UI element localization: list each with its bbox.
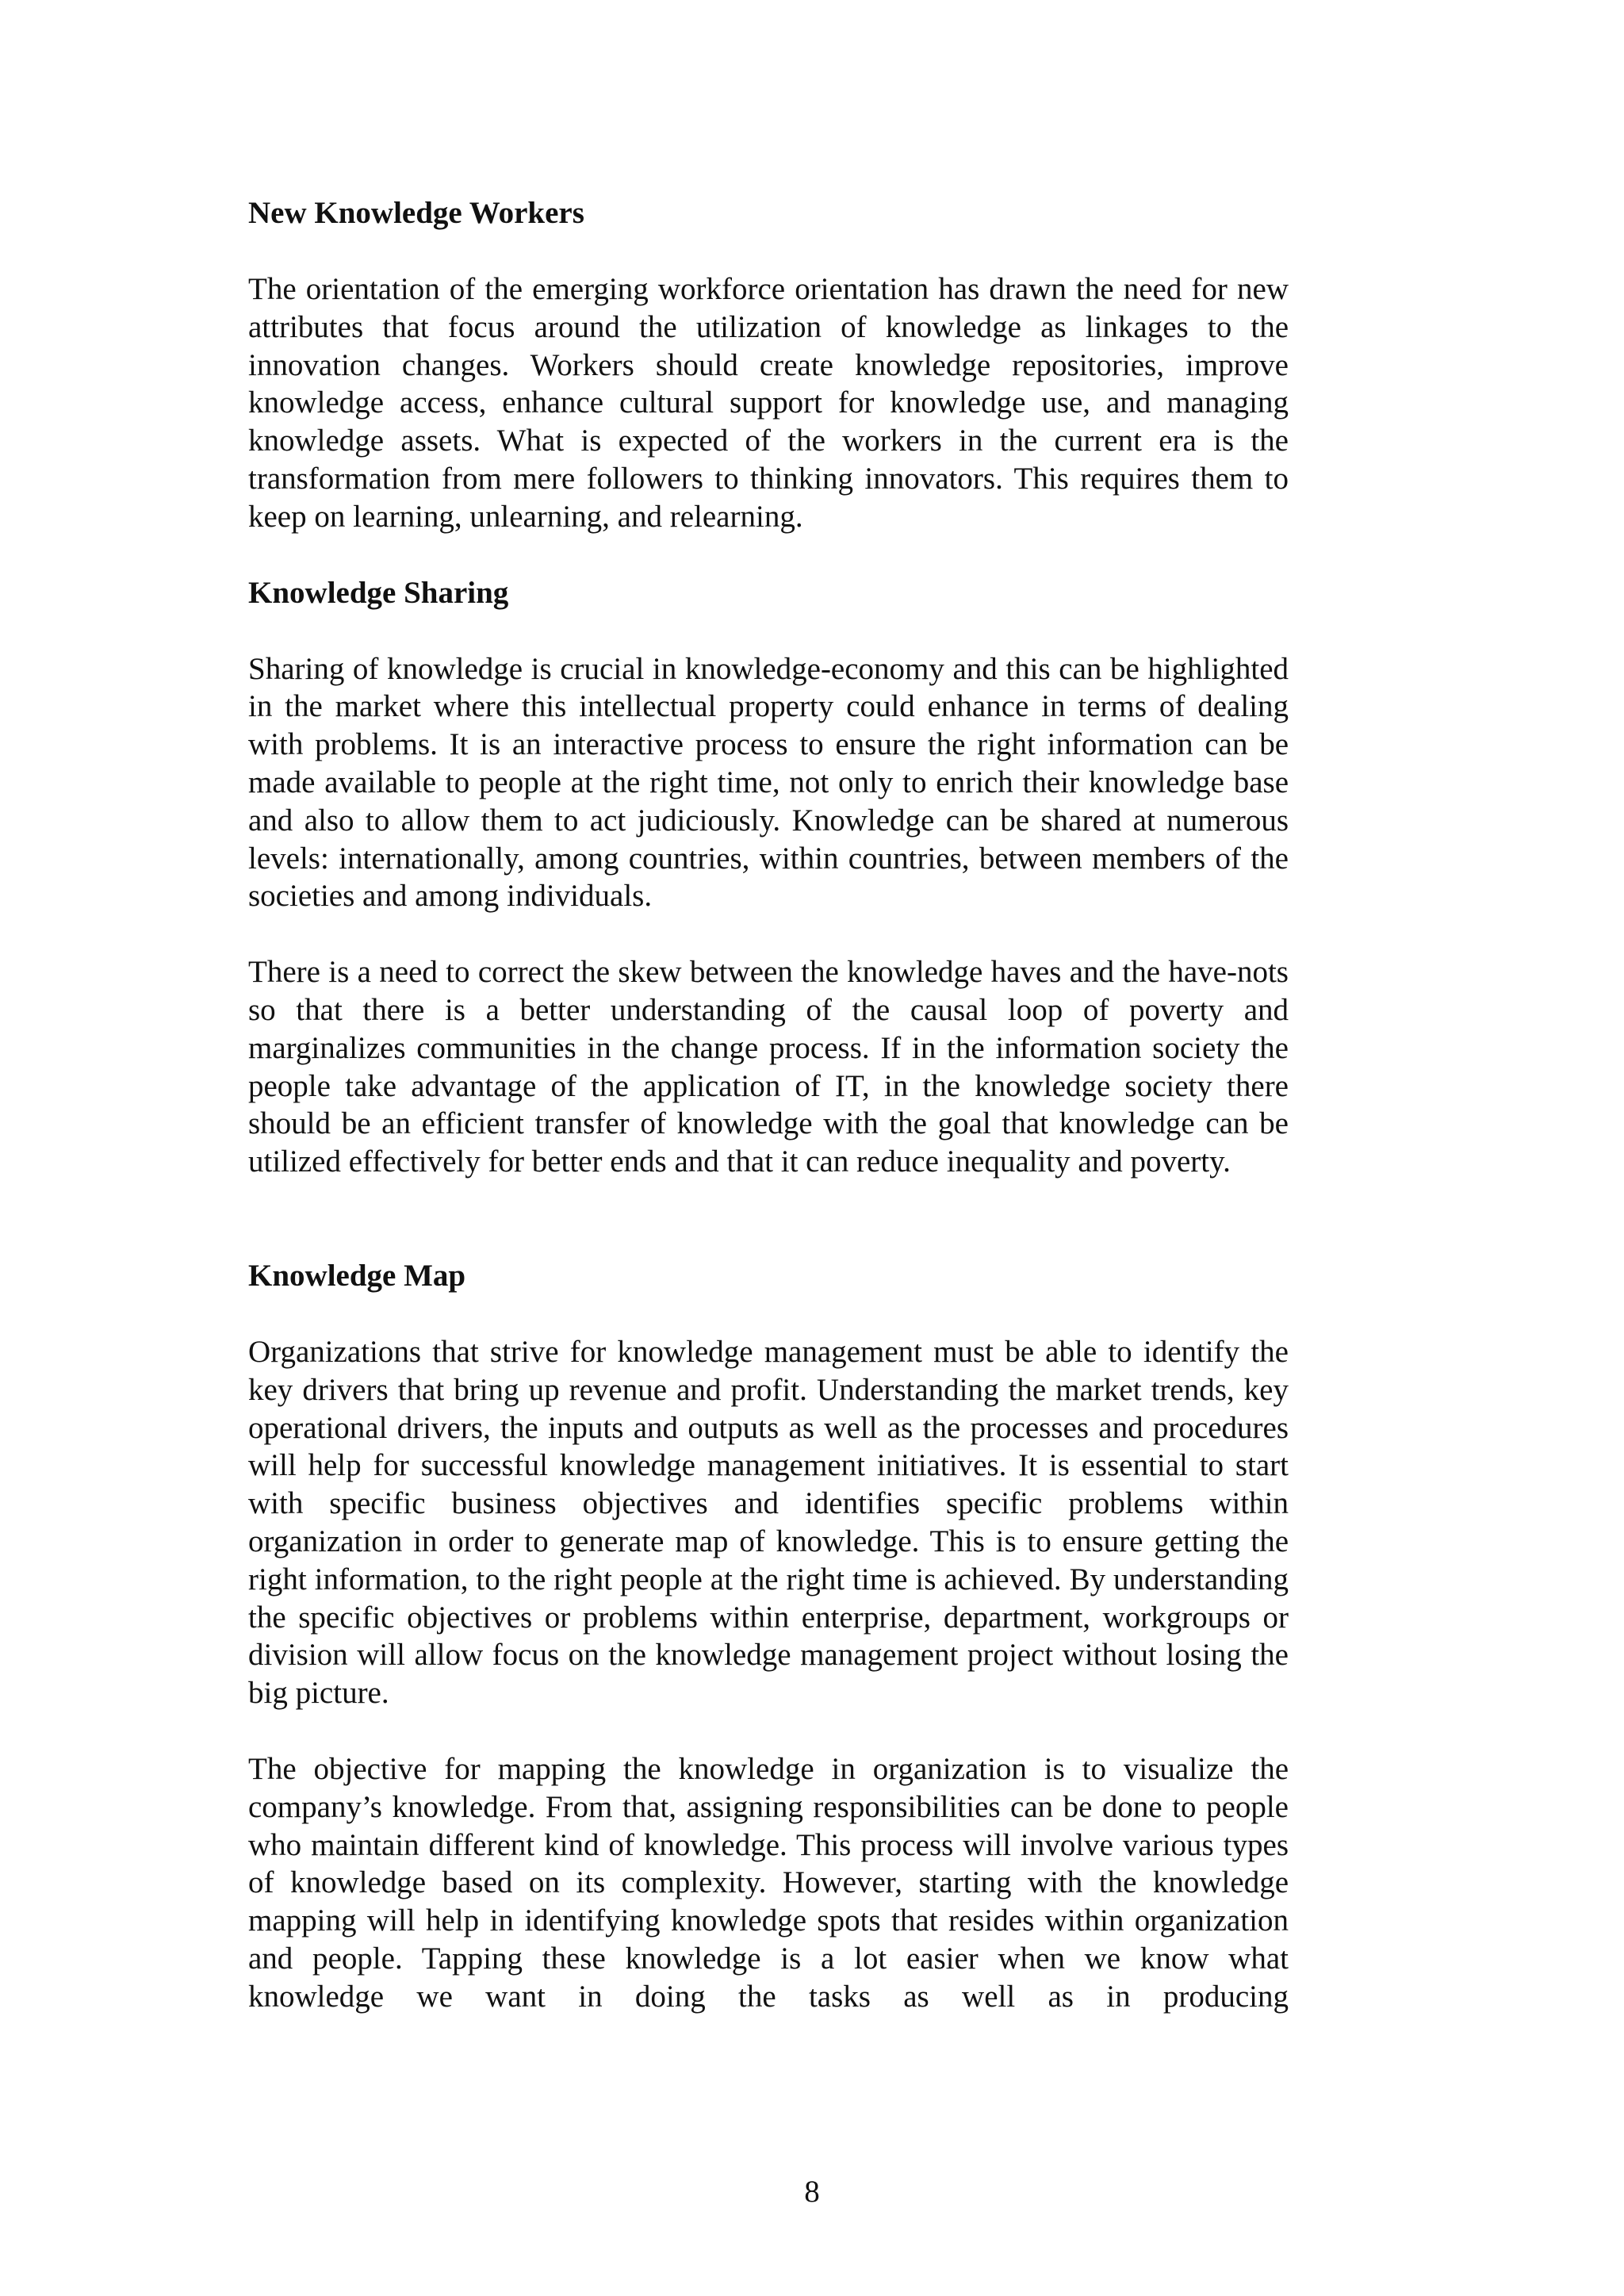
- paragraph-knowledge-map-1: Organizations that strive for knowledge management must be able to identify the key drivers that bring up revenue and profit. Understanding the market trends, key operational drivers, the inputs and outputs as well as the processes and procedures will help for successful knowledge management initiatives. It is essential to start with specific business objectives and identifies specific problems within organization in order to generate map of knowledge. This is to ensure getting the right information, to the right people at the right time is achieved. By understanding the specific objectives or problems within enterprise, department, workgroups or division will allow focus on the knowledge management project without losing the big picture.: [248, 1334, 1289, 1711]
- paragraph-knowledge-sharing-1: Sharing of knowledge is crucial in knowledge-economy and this can be highlighted in the market where this intellectual property could enhance in terms of dealing with problems. It is an interactive process to ensure the right information can be made available to people at the right time, not only to enrich their knowledge base and also to allow them to act judiciously. Knowledge can be shared at numerous levels: internationally, among countries, within countries, between members of the societies and among individuals.: [248, 651, 1289, 914]
- section-heading-knowledge-map: Knowledge Map: [248, 1258, 466, 1293]
- paragraph-knowledge-map-2: The objective for mapping the knowledge in organization is to visualize the company’s knowledge. From that, assigning responsibilities can be done to people who maintain different kind of knowledge. This process will involve various types of knowledge based on its complexity. However, starting with the knowledge mapping will help in identifying knowledge spots that resides within organization and people. Tapping these knowledge is a lot easier when we know what knowledge we want in doing the tasks as well as in producing: [248, 1751, 1289, 2014]
- section-heading-knowledge-sharing: Knowledge Sharing: [248, 575, 509, 610]
- document-page: [248, 194, 1289, 2015]
- paragraph-knowledge-sharing-2: There is a need to correct the skew between the knowledge haves and the have-nots so that there is a better understanding of the causal loop of poverty and marginalizes communities in the change process. If in the information society the people take advantage of the application of IT, in the knowledge society there should be an efficient transfer of knowledge with the goal that knowledge can be utilized effectively for better ends and that it can reduce inequality and poverty.: [248, 955, 1289, 1179]
- paragraph-new-knowledge-workers: The orientation of the emerging workforce orientation has drawn the need for new attributes that focus around the utilization of knowledge as linkages to the innovation changes. Workers should create knowledge repositories, improve knowledge access, enhance cultural support for knowledge use, and managing knowledge assets. What is expected of the workers in the current era is the transformation from mere followers to thinking innovators. This requires them to keep on learning, unlearning, and relearning.: [248, 272, 1289, 534]
- section-heading-new-knowledge-workers: New Knowledge Workers: [248, 196, 584, 230]
- page-number: 8: [804, 2175, 820, 2209]
